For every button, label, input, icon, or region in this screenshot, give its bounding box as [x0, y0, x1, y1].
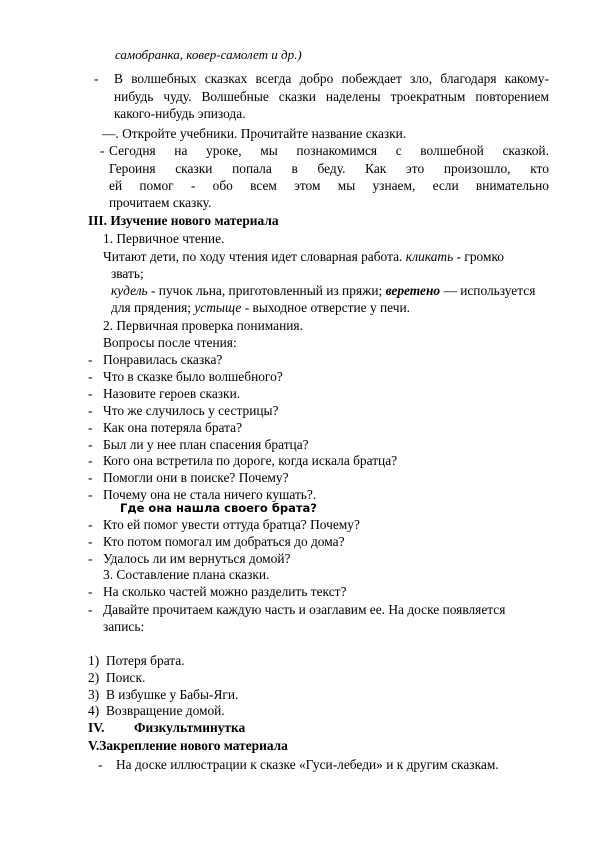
word: если — [432, 178, 459, 193]
plan-number: 1) — [88, 653, 100, 668]
list-item: Был ли у нее план спасения братца? — [103, 436, 309, 452]
vocabulary-line: для прядения; устыще - выходное отверстие у печи. — [111, 300, 411, 315]
paragraph-line — [109, 143, 549, 159]
list-item: Как она потеряла брата? — [103, 419, 243, 435]
word: благодаря — [440, 71, 497, 86]
word: познакомимся — [296, 143, 378, 158]
word: сказкой. — [502, 143, 549, 158]
plan-item: Поиск. — [106, 669, 146, 685]
highlight-question: Где она нашла своего брата? — [120, 501, 317, 515]
bullet-dash: - — [88, 402, 93, 418]
bullet-dash: - — [88, 470, 93, 486]
bullet-dash: - — [88, 419, 93, 435]
word: чуду. — [163, 89, 192, 104]
word: помог — [139, 178, 174, 193]
word: повторением — [475, 89, 549, 104]
word: это — [406, 161, 425, 176]
word: волшебных — [131, 71, 197, 86]
bullet-dash: - — [88, 436, 93, 452]
bullet-dash: - — [88, 453, 93, 469]
section-number: IV. — [88, 720, 105, 735]
plan-number: 3) — [88, 686, 100, 702]
list-item: Удалось ли им вернуться домой? — [103, 550, 291, 566]
word: какому- — [504, 71, 549, 86]
word: Героиня — [109, 161, 156, 176]
word: зло, — [410, 71, 433, 86]
word: попала — [232, 161, 272, 176]
plan-item: Возвращение домой. — [106, 703, 225, 719]
word: сказки — [175, 161, 213, 176]
plan-number: 4) — [88, 703, 100, 719]
word: нибудь — [114, 89, 154, 104]
list-item: Понравилась сказка? — [103, 352, 223, 367]
bullet-dash: - — [88, 601, 93, 617]
word: узнаем, — [372, 178, 416, 193]
word: побеждает — [341, 71, 402, 86]
paragraph-line: запись: — [103, 619, 145, 634]
bullet-dash: - — [88, 533, 93, 549]
subsection-item: 1. Первичное чтение. — [103, 231, 225, 246]
paragraph-line: —. Откройте учебники. Прочитайте название сказки. — [102, 126, 407, 141]
word: этом — [294, 178, 321, 193]
word: обо — [212, 178, 233, 193]
paragraph-line — [109, 178, 549, 194]
plan-item: В избушке у Бабы-Яги. — [106, 686, 239, 702]
list-item: Кто потом помогал им добраться до дома? — [103, 533, 345, 549]
word: сказки — [278, 89, 316, 104]
word: всегда — [255, 71, 292, 86]
list-item: Помогли они в поиске? Почему? — [103, 470, 289, 486]
list-item: На доске иллюстрации к сказке «Гуси-лебеди» и к другим сказкам. — [116, 757, 499, 772]
section-heading: III. Изучение нового материала — [88, 213, 279, 228]
word: троекратным — [390, 89, 466, 104]
list-item: Что же случилось у сестрицы? — [103, 402, 279, 418]
list-item: Назовите героев сказки. — [103, 385, 241, 401]
word: произошло, — [443, 161, 511, 176]
word: В — [114, 71, 123, 86]
word: сказках — [204, 71, 248, 86]
list-item: Что в сказке было волшебного? — [103, 368, 283, 384]
bullet-dash: - — [98, 757, 103, 772]
plan-item: Потеря брата. — [106, 653, 185, 668]
paragraph-line — [114, 89, 549, 105]
continued-line: самобранка, ковер-самолет и др.) — [115, 47, 302, 62]
list-item: Давайте прочитаем каждую часть и озаглавим ее. На доске появляется — [103, 601, 506, 617]
bullet-dash: - — [100, 143, 105, 158]
section-heading: Физкультминутка — [134, 720, 246, 735]
word: кто — [530, 161, 549, 176]
paragraph-line — [109, 161, 549, 177]
subsection-item: 2. Первичная проверка понимания. — [103, 318, 303, 333]
word: Волшебные — [201, 89, 269, 104]
questions-title: Вопросы после чтения: — [103, 335, 237, 350]
subsection-item: 3. Составление плана сказки. — [103, 567, 270, 582]
bullet-dash: - — [88, 385, 93, 401]
paragraph-line: звать; — [111, 266, 144, 281]
word: в — [291, 161, 298, 176]
paragraph-line: Читают дети, по ходу чтения идет словарная работа. кликать - громко — [103, 249, 504, 264]
list-item: Почему она не стала ничего кушать?. — [103, 487, 317, 503]
section-heading: V.Закрепление нового материала — [88, 738, 288, 753]
list-item: Кто ей помог увести оттуда братца? Почему? — [103, 517, 360, 532]
plan-number: 2) — [88, 669, 100, 685]
word: добро — [299, 71, 334, 86]
word: на — [174, 143, 188, 158]
word: ей — [109, 178, 123, 193]
word: - — [190, 178, 196, 193]
word: с — [395, 143, 402, 158]
word: мы — [337, 178, 356, 193]
word: беду. — [317, 161, 346, 176]
list-item: Кого она встретила по дороге, когда искала братца? — [103, 453, 398, 469]
word: наделены — [325, 89, 381, 104]
bullet-dash: - — [88, 517, 93, 532]
word: Сегодня — [109, 143, 156, 158]
word: всем — [250, 178, 277, 193]
list-item: На сколько частей можно разделить текст? — [103, 584, 347, 599]
word: уроке, — [206, 143, 242, 158]
bullet-dash: - — [94, 71, 99, 86]
word: мы — [260, 143, 278, 158]
word: волшебной — [420, 143, 484, 158]
bullet-dash: - — [88, 368, 93, 384]
word: внимательно — [475, 178, 549, 193]
bullet-dash: - — [88, 487, 93, 503]
bullet-dash: - — [88, 584, 93, 599]
bullet-dash: - — [88, 550, 93, 566]
paragraph-line: прочитаем сказку. — [109, 195, 212, 210]
paragraph-line: какого-нибудь эпизода. — [114, 106, 246, 121]
paragraph-line — [114, 71, 549, 87]
word: Как — [365, 161, 387, 176]
vocabulary-line: кудель - пучок льна, приготовленный из пряжи; веретено — используется — [111, 283, 536, 298]
bullet-dash: - — [88, 352, 93, 367]
